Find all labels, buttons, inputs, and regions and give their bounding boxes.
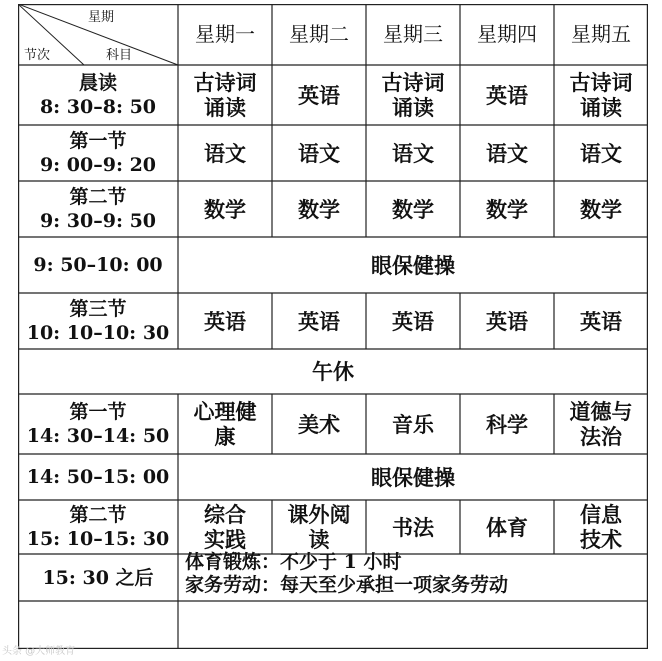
period-label [18,293,178,349]
subject-cell [178,65,272,125]
subject-cell-line: 道德与 [569,399,633,424]
subject-cell [272,65,366,125]
subject-cell [460,181,554,237]
subject-cell-line: 英语 [392,308,434,334]
period-label-line: 10: 10–10: 30 [26,322,170,344]
subject-cell [554,293,648,349]
subject-cell-line: 音乐 [392,411,434,437]
period-label-line: 9: 30–9: 50 [39,210,157,232]
subject-cell-line: 古诗词 [381,70,445,95]
subject-cell-line: 英语 [580,308,622,334]
subject-cell-line: 语文 [392,140,434,166]
period-label-line: 15: 30 之后 [42,566,154,589]
subject-cell [460,65,554,125]
subject-cell [460,394,554,454]
day-header: 星期一 [195,22,255,46]
subject-cell [178,125,272,181]
subject-cell-line: 法治 [580,424,622,449]
schedule-table [18,4,648,649]
subject-cell-line: 数学 [392,196,434,222]
subject-cell-line: 英语 [298,308,340,334]
period-label-line: 第二节 [69,504,127,526]
subject-cell-line: 读 [308,527,330,552]
after-school-note [185,551,508,597]
day-header: 星期五 [571,22,631,46]
subject-cell-line: 诵读 [580,95,622,120]
subject-cell [554,181,648,237]
note-exercise: 体育锻炼：不少于 1 小时 [185,551,402,573]
subject-cell [178,293,272,349]
period-label-line: 第一节 [69,130,127,152]
subject-cell-line: 数学 [298,196,340,222]
subject-cell-line: 综合 [204,502,246,527]
subject-cell [366,65,460,125]
subject-cell-line: 语文 [486,140,528,166]
subject-cell [178,394,272,454]
period-label-line: 15: 10–15: 30 [26,528,170,550]
subject-cell [554,394,648,454]
subject-cell-line: 数学 [580,196,622,222]
eye-exercise-cell: 眼保健操 [371,464,455,490]
corner-label-subject: 科目 [106,48,133,63]
subject-cell-line: 信息 [580,502,622,527]
subject-cell-line: 语文 [298,140,340,166]
period-label-line: 第一节 [69,401,127,423]
subject-cell-line: 技术 [580,527,622,552]
subject-cell [460,293,554,349]
subject-cell-line: 科学 [486,411,528,437]
subject-cell-line: 英语 [486,82,528,108]
subject-cell-line: 书法 [392,514,434,540]
subject-cell-line: 数学 [204,196,246,222]
subject-cell [460,125,554,181]
subject-cell-line: 课外阅 [287,502,351,527]
period-label-line: 14: 50–15: 00 [26,466,170,488]
period-label-line: 第三节 [69,298,127,320]
subject-cell-line: 诵读 [392,95,434,120]
subject-cell [460,500,554,554]
period-label [18,237,178,293]
period-label [18,500,178,554]
period-label [18,125,178,181]
period-label-line: 第二节 [69,186,127,208]
corner-label-weekday: 星期 [88,10,115,25]
day-header: 星期三 [383,22,443,46]
corner-label-period: 节次 [24,48,51,63]
subject-cell-line: 心理健 [193,399,257,424]
subject-cell-line: 古诗词 [569,70,633,95]
period-label-line: 9: 50–10: 00 [33,254,163,276]
day-header: 星期二 [289,22,349,46]
period-label-line: 8: 30–8: 50 [39,96,157,118]
subject-cell [272,293,366,349]
period-label [18,454,178,500]
period-label [18,394,178,454]
subject-cell [272,394,366,454]
subject-cell-line: 语文 [580,140,622,166]
subject-cell-line: 诵读 [204,95,246,120]
eye-exercise-cell: 眼保健操 [371,252,455,278]
subject-cell [366,500,460,554]
period-label [18,554,178,601]
subject-cell [272,500,366,554]
subject-cell-line: 语文 [204,140,246,166]
subject-cell-line: 数学 [486,196,528,222]
period-label-line: 9: 00–9: 20 [39,154,157,176]
period-label-line: 晨读 [78,72,117,94]
subject-cell-line: 英语 [486,308,528,334]
subject-cell-line: 英语 [204,308,246,334]
subject-cell [178,500,272,554]
subject-cell-line: 英语 [298,82,340,108]
period-label [18,181,178,237]
lunch-break-cell: 午休 [312,359,354,384]
subject-cell [366,125,460,181]
subject-cell [554,125,648,181]
subject-cell [554,500,648,554]
subject-cell [178,181,272,237]
subject-cell [366,293,460,349]
subject-cell [554,65,648,125]
day-header: 星期四 [477,22,537,46]
subject-cell-line: 康 [214,424,236,449]
subject-cell [366,394,460,454]
subject-cell-line: 古诗词 [193,70,257,95]
subject-cell [366,181,460,237]
subject-cell-line: 实践 [204,527,246,552]
subject-cell-line: 美术 [298,411,340,437]
watermark: 头条 @大师教育 [2,646,76,657]
subject-cell [272,181,366,237]
period-label-line: 14: 30–14: 50 [26,425,170,447]
period-label [18,65,178,125]
subject-cell [272,125,366,181]
note-chores: 家务劳动：每天至少承担一项家务劳动 [185,574,509,596]
subject-cell-line: 体育 [486,514,528,540]
